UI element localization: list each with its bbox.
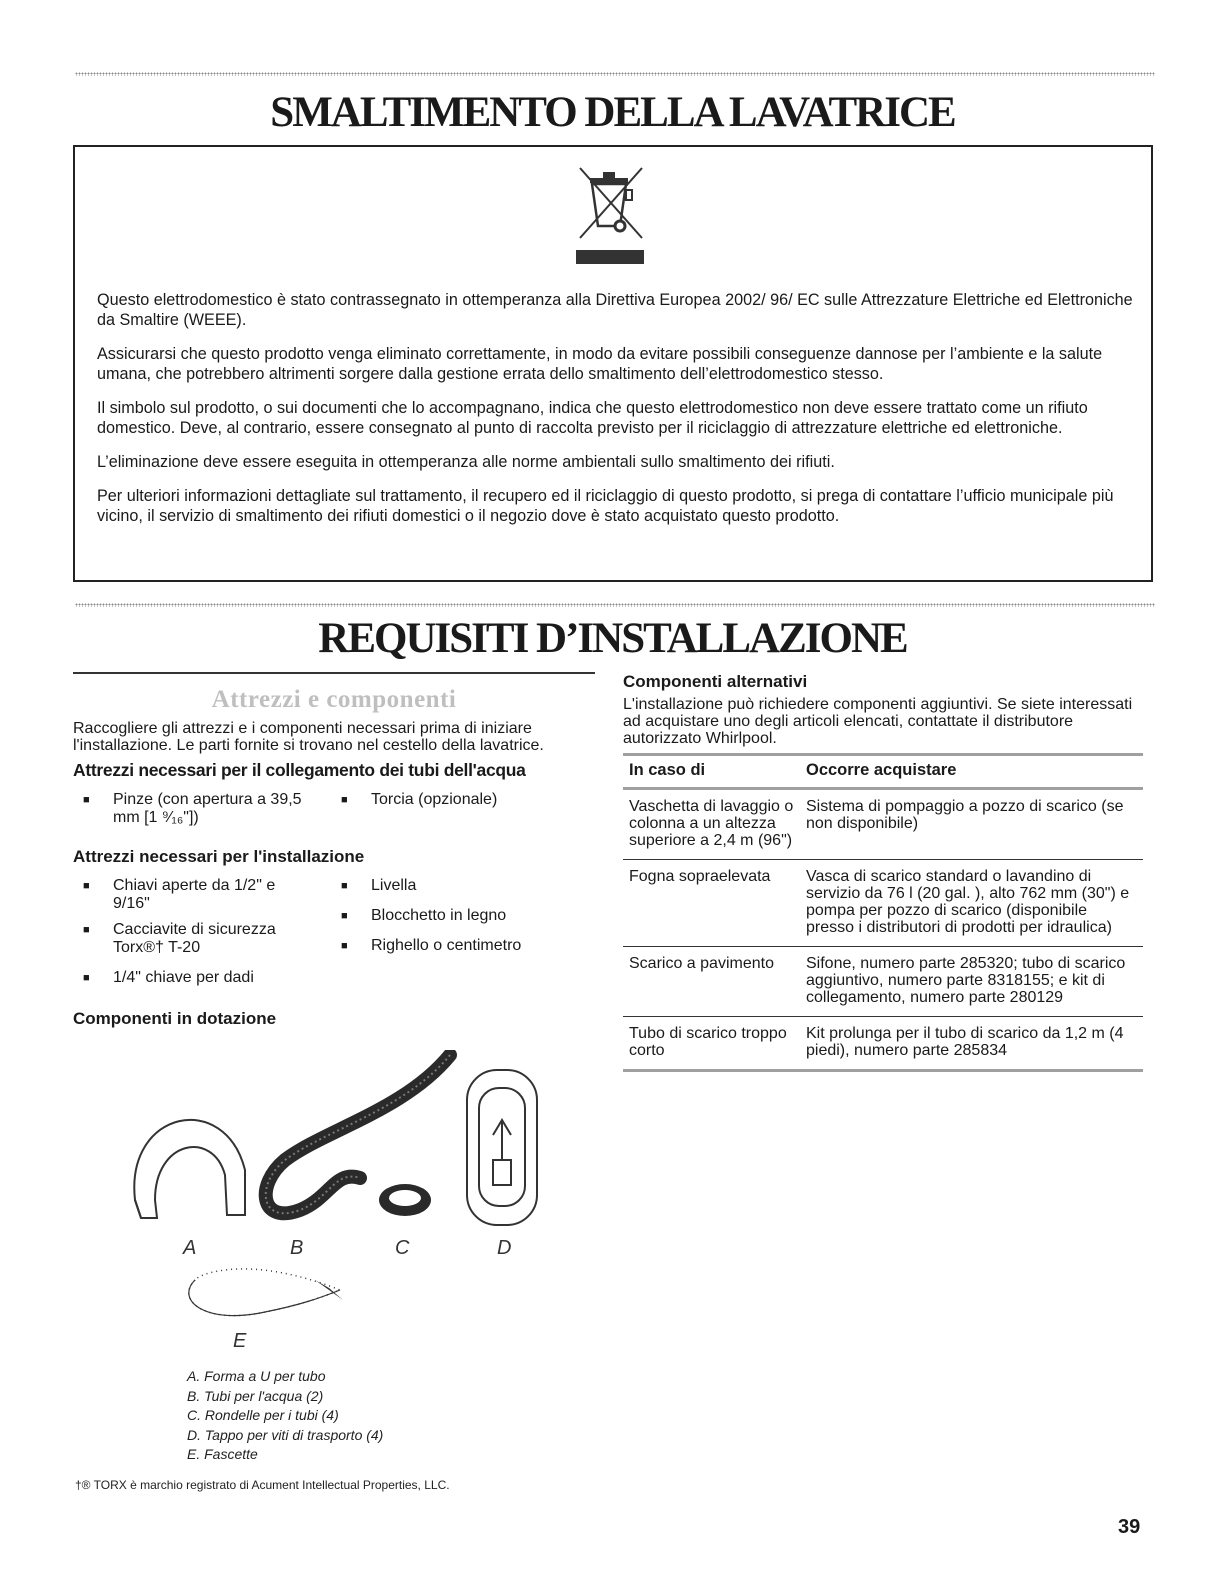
water-tools-list — [73, 791, 595, 843]
header-buy: Occorre acquistare — [800, 755, 1143, 789]
left-rule — [73, 672, 595, 674]
crossed-bin-icon — [568, 160, 658, 270]
cell-case: Scarico a pavimento — [623, 947, 800, 1017]
top-dotted-rule — [75, 72, 1155, 76]
cell-case: Tubo di scarico troppo corto — [623, 1017, 800, 1071]
install-tool-item: ■ Chiavi aperte da 1/2" e 9/16" — [73, 877, 313, 913]
install-tool-item: ■ Blocchetto in legno — [331, 907, 591, 925]
cell-case: Vaschetta di lavaggio o colonna a un altezza superiore a 2,4 m (96") — [623, 789, 800, 860]
alternative-parts-column — [623, 672, 1143, 1072]
figure-captions — [187, 1367, 383, 1465]
u-form-drawing — [134, 1120, 245, 1218]
header-case: In caso di — [623, 755, 800, 789]
page-number: 39 — [1118, 1516, 1141, 1538]
install-tool-item: ■ Righello o centimetro — [331, 937, 591, 955]
cell-case: Fogna sopraelevata — [623, 860, 800, 947]
caption-e: E. Fascette — [187, 1446, 258, 1462]
install-tools-list — [73, 877, 595, 1005]
table-row — [623, 789, 1143, 860]
install-tool-item: ■ 1/4" chiave per dadi — [73, 969, 333, 987]
table-row — [623, 860, 1143, 947]
torx-footnote: †® TORX è marchio registrato di Acument Intellectual Properties, LLC. — [75, 1478, 450, 1492]
caption-b: B. Tubi per l'acqua (2) — [187, 1387, 324, 1404]
tools-intro: Raccogliere gli attrezzi e i componenti necessari prima di iniziare l'installazione. Le parti fornite si trovano nel cestello della lavatrice. — [73, 720, 544, 754]
table-header-row — [623, 755, 1143, 789]
weee-paragraph-5: Per ulteriori informazioni dettagliate sul trattamento, il recupero ed il riciclaggio di questo prodotto, si prega di contattare l’ufficio municipale più vicino, il servizio di smaltimento dei rifiuti domestici o il negozio dove è stato acquistato questo prodotto. — [97, 487, 1114, 525]
table-row — [623, 1017, 1143, 1071]
disposal-title: SMALTIMENTO DELLA LAVATRICE — [270, 89, 955, 136]
plug-drawing — [467, 1070, 537, 1225]
figure-letter-a: A — [183, 1237, 197, 1259]
figure-letter-d: D — [497, 1237, 512, 1259]
weee-paragraph-4: L’eliminazione deve essere eseguita in ottemperanza alle norme ambientali sullo smaltimento dei rifiuti. — [97, 453, 835, 471]
alternative-parts-table — [623, 753, 1143, 1072]
table-row — [623, 947, 1143, 1017]
weee-paragraph-3: Il simbolo sul prodotto, o sui documenti che lo accompagnano, indica che questo elettrodomestico non deve essere trattato come un rifiuto domestico. Deve, al contrario, essere consegnato al punto di raccolta previsto per il riciclaggio di attrezzature elettriche ed elettroniche. — [97, 399, 1088, 437]
install-tool-item: ■ Cacciavite di sicurezza Torx®† T-20 — [73, 921, 313, 957]
tie-strap-drawing — [189, 1269, 343, 1316]
caption-d: D. Tappo per viti di trasporto (4) — [187, 1426, 384, 1443]
alternative-parts-intro: L'installazione può richiedere componenti aggiuntivi. Se siete interessati ad acquistare uno degli articoli elencati, contattate il distributore autorizzato Whirlpool. — [623, 696, 1133, 747]
install-tool-item: ■ Livella — [331, 877, 591, 895]
tools-subtitle: Attrezzi e componenti — [211, 686, 457, 713]
washer-drawing — [379, 1184, 431, 1216]
caption-a: A. Forma a U per tubo — [187, 1368, 326, 1384]
water-tool-item: ■ Torcia (opzionale) — [331, 791, 591, 809]
tools-column — [73, 672, 595, 1039]
supplied-parts-heading: Componenti in dotazione — [73, 1009, 277, 1028]
installation-title: REQUISITI D’INSTALLAZIONE — [318, 615, 907, 662]
weee-text — [97, 290, 1137, 540]
weee-paragraph-2: Assicurarsi che questo prodotto venga eliminato correttamente, in modo da evitare possibili conseguenze dannose per l’ambiente e la salute umana, che potrebbero altrimenti sorgere dalla gestione errata dello smaltimento dell’elettrodomestico stesso. — [97, 345, 1103, 383]
weee-paragraph-1: Questo elettrodomestico è stato contrassegnato in ottemperanza alla Direttiva Europea 2002/ 96/ EC sulle Attrezzature Elettriche ed Elettroniche da Smaltire (WEEE). — [97, 291, 1133, 329]
cell-buy: Vasca di scarico standard o lavandino di servizio da 76 l (20 gal. ), alto 762 mm (30") e pompa per pozzo di scarico (disponibile presso i distributori di prodotti per idraulica) — [800, 860, 1143, 947]
water-tools-heading: Attrezzi necessari per il collegamento dei tubi dell'acqua — [73, 760, 526, 780]
install-tools-heading: Attrezzi necessari per l'installazione — [73, 847, 365, 866]
water-tool-item: ■ Pinze (con apertura a 39,5 mm [1 ⁹⁄₁₆"]) — [73, 791, 313, 827]
supplied-parts-illustration — [115, 1050, 555, 1380]
cell-buy: Sistema di pompaggio a pozzo di scarico (se non disponibile) — [800, 789, 1143, 860]
caption-c: C. Rondelle per i tubi (4) — [187, 1407, 339, 1423]
alternative-parts-heading: Componenti alternativi — [623, 672, 808, 691]
figure-letter-c: C — [395, 1237, 410, 1259]
figure-letter-e: E — [233, 1330, 247, 1352]
figure-letter-b: B — [290, 1237, 304, 1259]
cell-buy: Sifone, numero parte 285320; tubo di scarico aggiuntivo, numero parte 8318155; e kit di collegamento, numero parte 280129 — [800, 947, 1143, 1017]
cell-buy: Kit prolunga per il tubo di scarico da 1,2 m (4 piedi), numero parte 285834 — [800, 1017, 1143, 1071]
middle-dotted-rule — [75, 603, 1155, 607]
